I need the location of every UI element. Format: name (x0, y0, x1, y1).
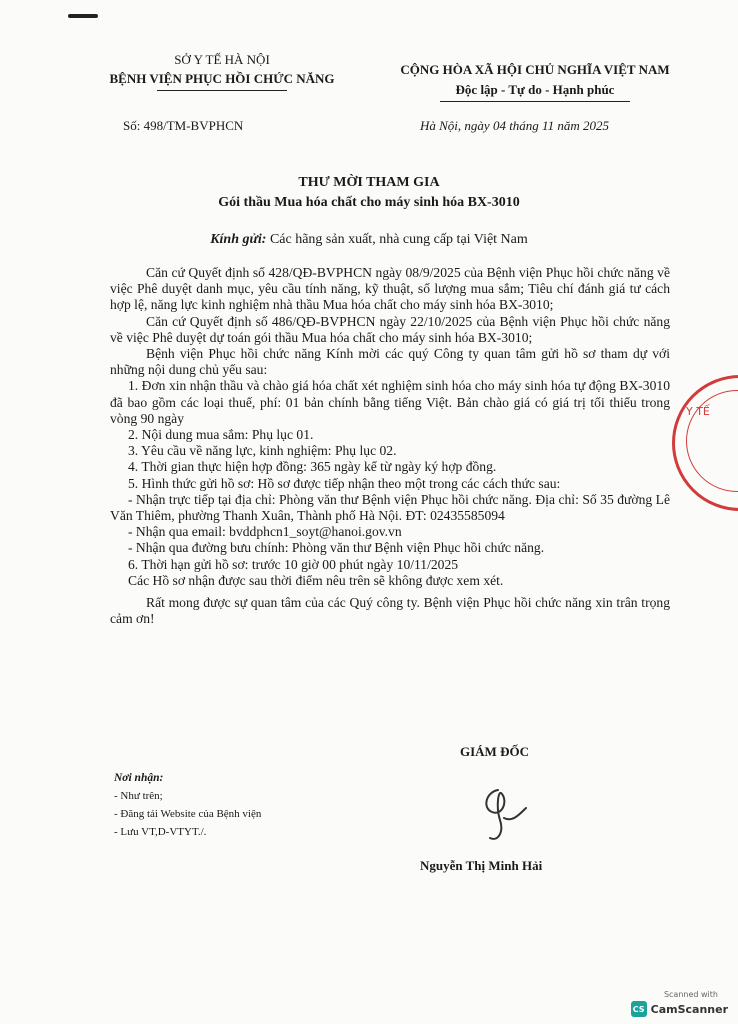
republic-name: CỘNG HÒA XÃ HỘI CHỦ NGHĨA VIỆT NAM (400, 62, 670, 77)
title-main: THƯ MỜI THAM GIA (298, 175, 440, 190)
header-national (370, 62, 700, 102)
paragraph-closing: Rất mong được sự quan tâm của các Quý công ty. Bệnh viện Phục hồi chức năng xin trân trọng cảm ơn! (110, 595, 670, 627)
list-item-2: 2. Nội dung mua sắm: Phụ lục 01. (128, 427, 314, 443)
scan-mark (68, 14, 98, 18)
paragraph-basis-2: Căn cứ Quyết định số 486/QĐ-BVPHCN ngày 22/10/2025 của Bệnh viện Phục hồi chức năng về việc Phê duyệt dự toán gói thầu Mua hóa chất cho máy sinh hóa BX-3010; (110, 313, 670, 345)
letter-body (110, 265, 670, 627)
recipient-item: - Đăng tải Website của Bệnh viện (114, 808, 262, 820)
recipient-label: Kính gửi: (210, 232, 267, 247)
national-motto: Độc lập - Tự do - Hạnh phúc (455, 82, 615, 97)
ministry-name: SỞ Y TẾ HÀ NỘI (174, 52, 270, 67)
handwritten-signature (468, 778, 538, 848)
camscanner-badge (618, 990, 728, 1020)
scanned-with-caption: Scanned with (663, 990, 718, 999)
header-right-rule (440, 101, 630, 102)
list-item-6: 6. Thời hạn gửi hồ sơ: trước 10 giờ 00 phút ngày 10/11/2025 (128, 556, 459, 572)
recipient-item: - Như trên; (114, 790, 163, 802)
list-item-1: 1. Đơn xin nhận thầu và chào giá hóa chất xét nghiệm sinh hóa cho máy sinh hóa tự động BX-3010 đã bao gồm các loại thuế, phí: 01 bản chính bằng tiếng Việt. Bản chào giá có giá trị tối thiểu trong vòng 90 ngày (110, 378, 670, 426)
list-item-5a: - Nhận trực tiếp tại địa chỉ: Phòng văn thư Bệnh viện Phục hồi chức năng. Địa chỉ: Số 35 đường Lê Văn Thiêm, phường Thanh Xuân, Thành phố Hà Nội. ĐT: 02435585094 (110, 491, 670, 524)
document-title (0, 175, 738, 211)
signer-name: Nguyễn Thị Minh Hải (420, 858, 543, 873)
recipient-value: Các hãng sản xuất, nhà cung cấp tại Việt Nam (269, 232, 528, 247)
document-date: Hà Nội, ngày 04 tháng 11 năm 2025 (420, 118, 609, 133)
camscanner-brand: CamScanner (650, 1002, 728, 1016)
recipient-line (0, 232, 738, 248)
list-item-5b: - Nhận qua email: bvddphcn1_soyt@hanoi.gov.vn (128, 524, 402, 540)
recipients-block (114, 772, 261, 838)
title-sub: Gói thầu Mua hóa chất cho máy sinh hóa BX-3010 (218, 195, 520, 210)
recipients-heading: Nơi nhận: (114, 772, 164, 784)
list-item-4: 4. Thời gian thực hiện hợp đồng: 365 ngày kể từ ngày ký hợp đồng. (128, 459, 497, 475)
paragraph-invitation: Bệnh viện Phục hồi chức năng Kính mời các quý Công ty quan tâm gửi hồ sơ tham dự với những nội dung chủ yếu sau: (110, 346, 670, 378)
hospital-name: BỆNH VIỆN PHỤC HỒI CHỨC NĂNG (109, 71, 335, 86)
document-number: Số: 498/TM-BVPHCN (123, 118, 244, 133)
list-item-5: 5. Hình thức gửi hồ sơ: Hồ sơ được tiếp nhận theo một trong các cách thức sau: (128, 475, 561, 491)
paragraph-basis-1: Căn cứ Quyết định số 428/QĐ-BVPHCN ngày 08/9/2025 của Bệnh viện Phục hồi chức năng về việc Phê duyệt danh mục, yêu cầu tính năng, kỹ thuật, số lượng mua sắm; Tiêu chí đánh giá tư cách hợp lệ, năng lực kinh nghiệm nhà thầu Mua hóa chất cho máy sinh hóa BX-3010; (110, 265, 670, 313)
camscanner-logo-icon: CS (631, 1001, 647, 1017)
header-left-rule (157, 90, 287, 91)
list-item-5c: - Nhận qua đường bưu chính: Phòng văn thư Bệnh viện Phục hồi chức năng. (128, 540, 545, 556)
recipient-item: - Lưu VT,D-VTYT./. (114, 826, 207, 838)
stamp-text: Y TẾ (686, 405, 710, 418)
signer-title: GIÁM ĐỐC (460, 744, 529, 759)
header-organization (92, 52, 352, 91)
paragraph-note: Các Hồ sơ nhận được sau thời điểm nêu trên sẽ không được xem xét. (128, 572, 504, 588)
list-item-3: 3. Yêu cầu về năng lực, kinh nghiệm: Phụ lục 02. (128, 443, 397, 459)
